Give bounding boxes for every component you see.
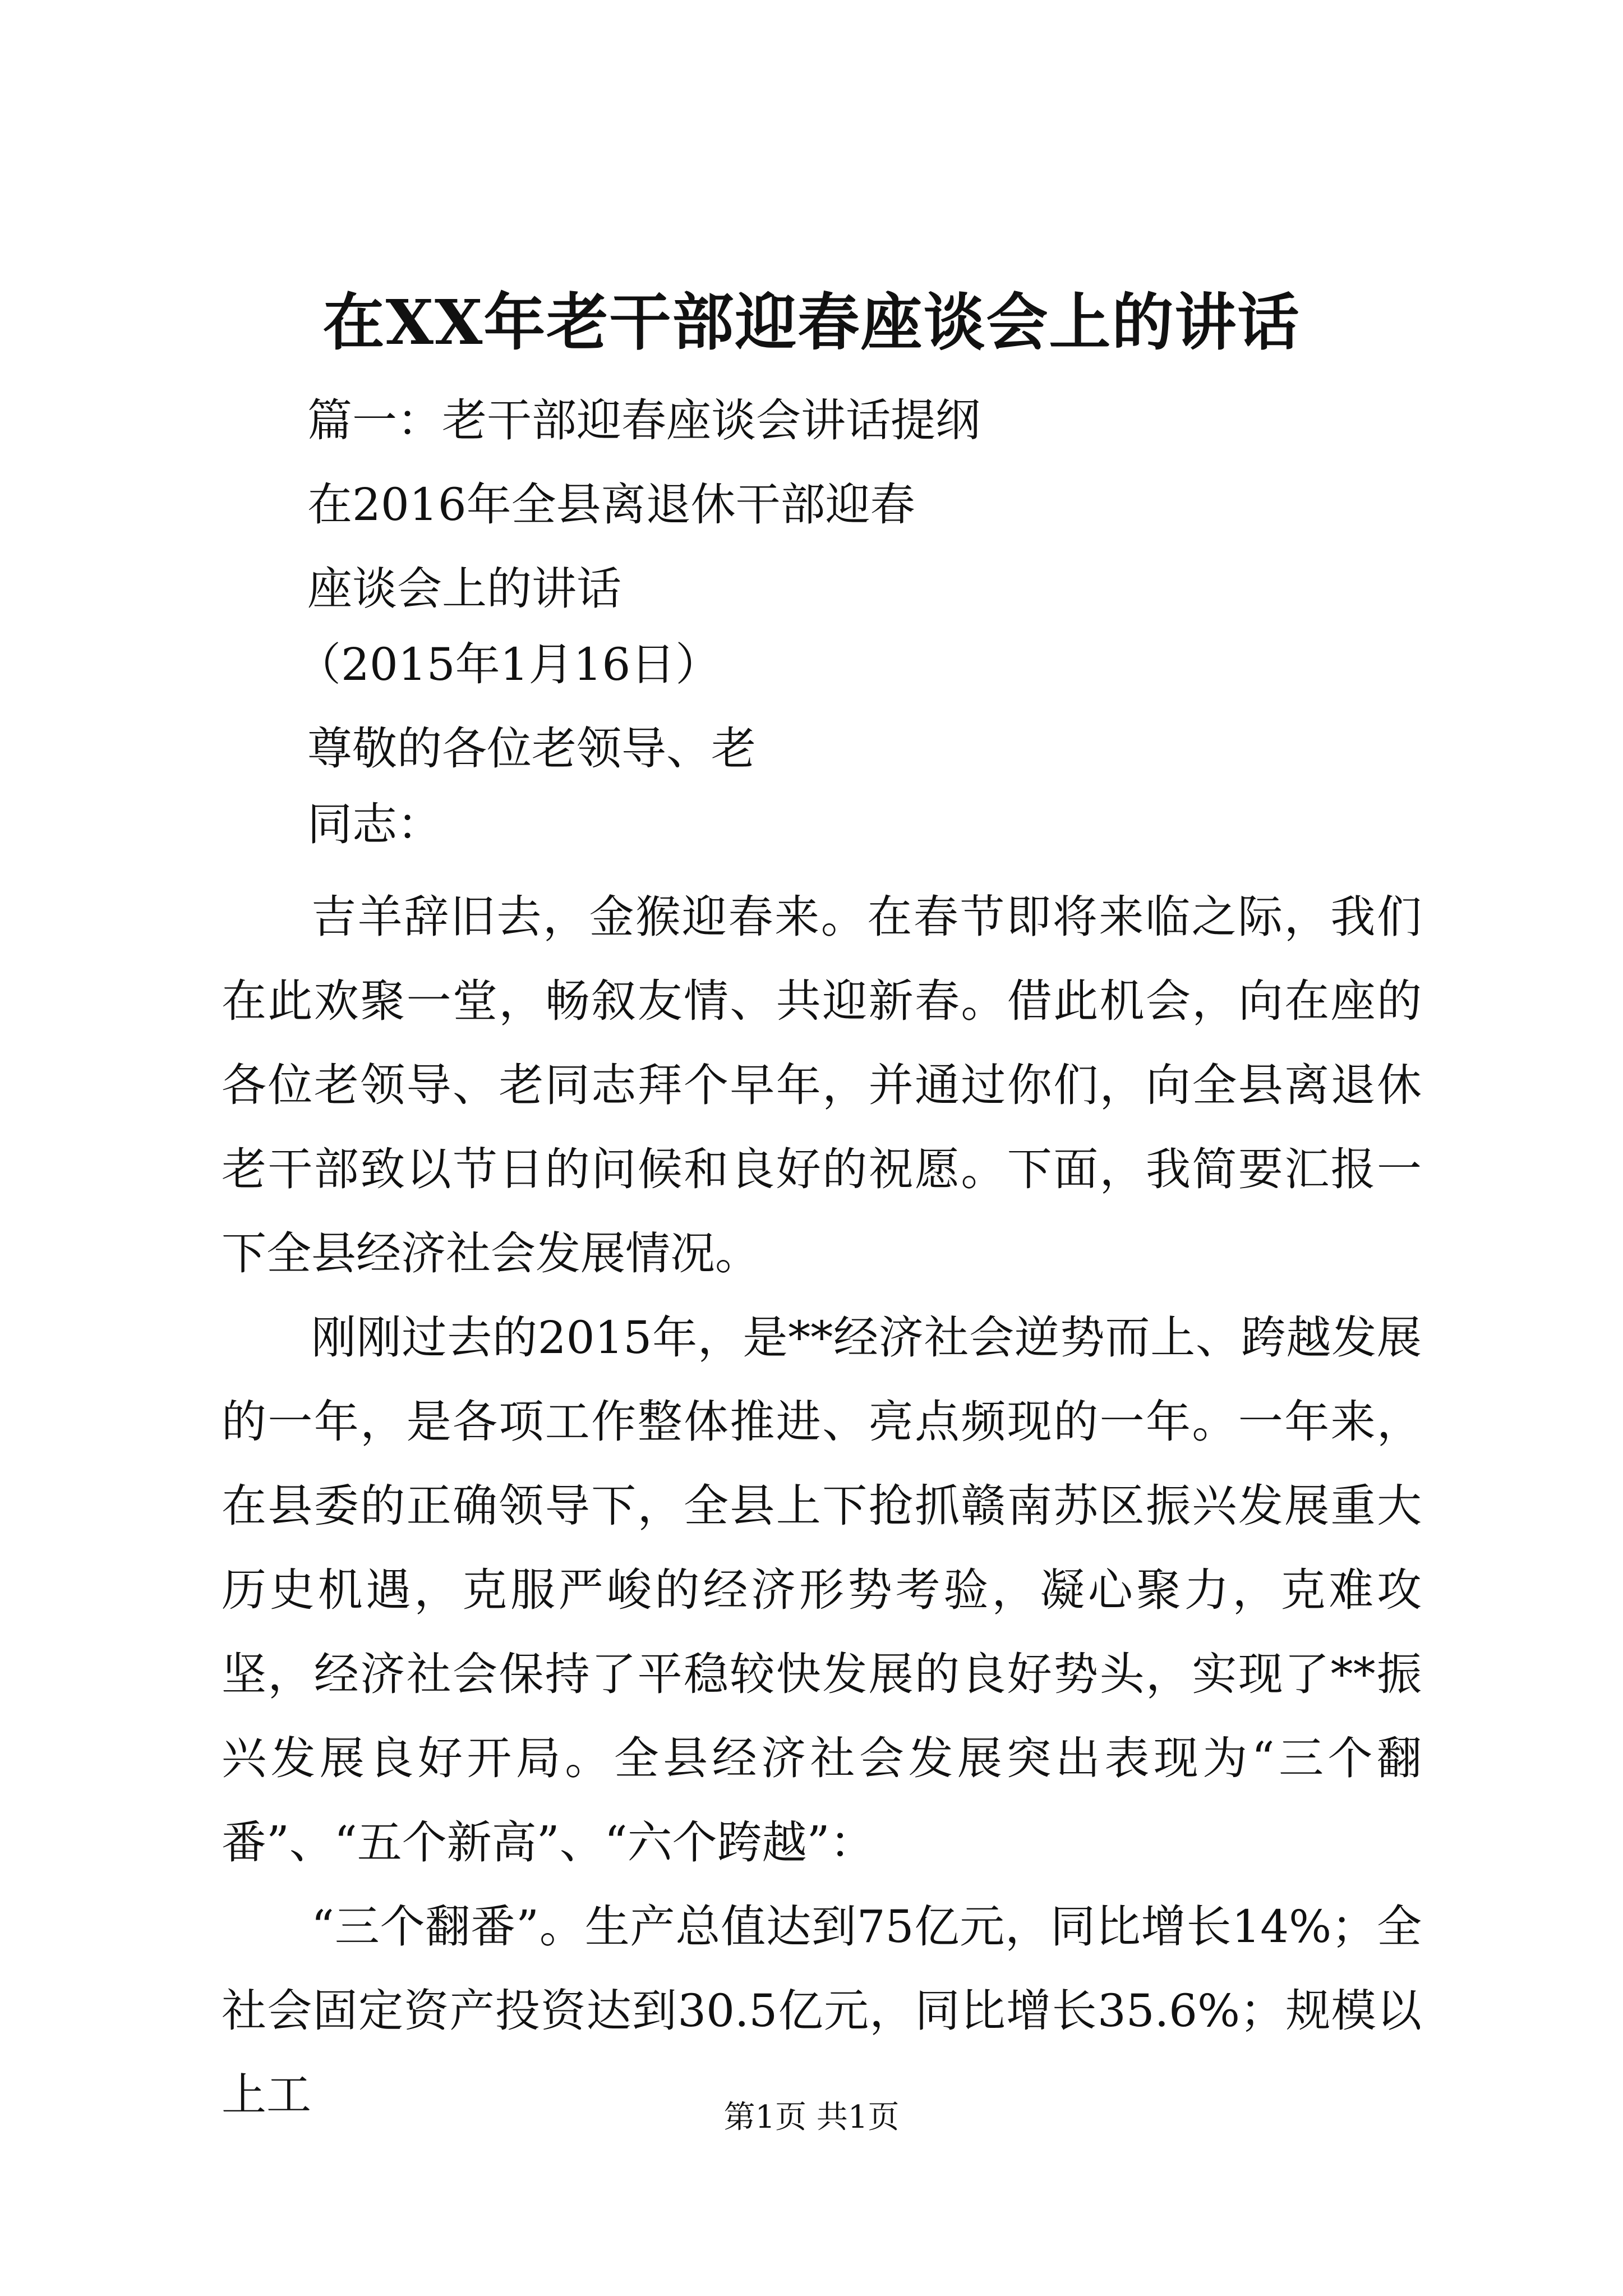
subtitle-line: 座谈会上的讲话 (307, 563, 621, 615)
body-text (222, 875, 1422, 2137)
date-line: （2015年1月16日） (296, 638, 721, 691)
salutation-line: 尊敬的各位老领导、老 (307, 723, 756, 775)
paragraph: “三个翻番”。生产总值达到75亿元，同比增长14%；全社会固定资产投资达到30.5亿元，同比增长35.6%；规模以上工 (222, 1901, 1422, 2121)
subtitle-line: 在2016年全县离退休干部迎春 (307, 478, 915, 531)
paragraph: 吉羊辞旧去，金猴迎春来。在春节即将来临之际，我们在此欢聚一堂，畅叙友情、共迎新春。借此机会，向在座的各位老领导、老同志拜个早年，并通过你们，向全县离退休老干部致以节日的问候和良好的祝愿。下面，我简要汇报一下全县经济社会发展情况。 (222, 891, 1422, 1280)
subtitle-line: 篇一：老干部迎春座谈会讲话提纲 (307, 394, 980, 447)
document-title: 在XX年老干部迎春座谈会上的讲话 (322, 286, 1301, 358)
salutation-line: 同志： (307, 798, 442, 850)
paragraph: 刚刚过去的2015年，是**经济社会逆势而上、跨越发展的一年，是各项工作整体推进、亮点频现的一年。一年来，在县委的正确领导下，全县上下抢抓赣南苏区振兴发展重大历史机遇，克服严峻的经济形势考验，凝心聚力，克难攻坚，经济社会保持了平稳较快发展的良好势头，实现了**振兴发展良好开局。全县经济社会发展突出表现为“三个翻番”、“五个新高”、“六个跨越”： (222, 1312, 1422, 1869)
page-footer: 第1页 共1页 (723, 2099, 900, 2136)
